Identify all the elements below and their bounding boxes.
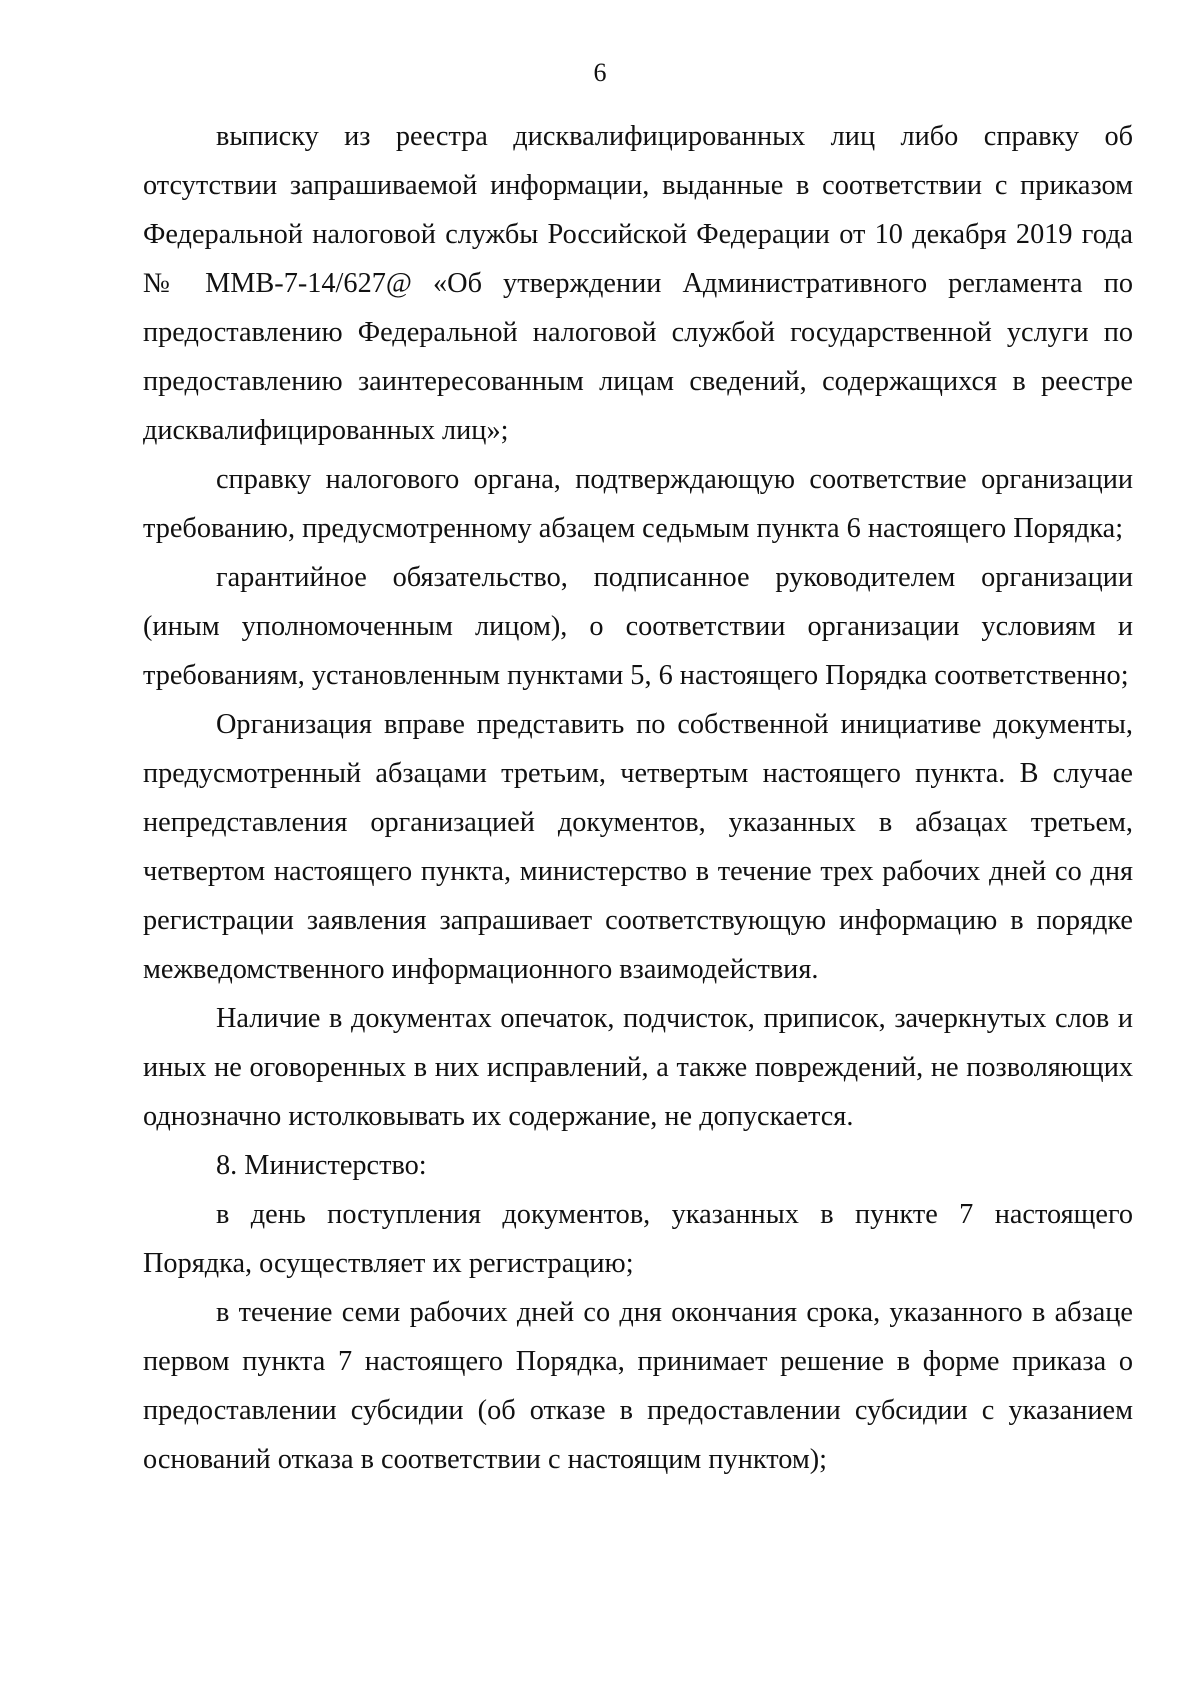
paragraph-guarantee-obligation: гарантийное обязательство, подписанное руководителем организации (иным уполномоченным лицом), о соответствии организации условиям и требованиям, установленным пунктами 5, 6 настоящего Порядка соответственно; xyxy=(143,562,1133,691)
paragraph-item-8-heading: 8. Министерство: xyxy=(216,1150,427,1181)
paragraph-registration-day: в день поступления документов, указанных в пункте 7 настоящего Порядка, осуществляет их регистрацию; xyxy=(143,1199,1133,1279)
paragraph-disqualified-registry-extract: выписку из реестра дисквалифицированных лиц либо справку об отсутствии запрашиваемой информации, выданные в соответствии с приказом Федеральной налоговой службы Российской Федерации от 10 декабря 2019 года № ММВ-7-14/627@ «Об утверждении Административного регламента по предоставлению Федеральной налоговой службой государственной услуги по предоставлению заинтересованным лицам сведений, содержащихся в реестре дисквалифицированных лиц»; xyxy=(143,121,1133,446)
paragraph-decision-seven-days: в течение семи рабочих дней со дня окончания срока, указанного в абзаце первом пункта 7 настоящего Порядка, принимает решение в форме приказа о предоставлении субсидии (об отказе в предоставлении субсидии с указанием оснований отказа в соответствии с настоящим пунктом); xyxy=(143,1297,1133,1475)
page-number: 6 xyxy=(593,58,607,87)
paragraph-own-initiative-documents: Организация вправе представить по собственной инициативе документы, предусмотренный абзацами третьим, четвертым настоящего пункта. В случае непредставления организацией документов, указанных в абзацах третьем, четвертом настоящего пункта, министерство в течение трех рабочих дней со дня регистрации заявления запрашивает соответствующую информацию в порядке межведомственного информационного взаимодействия. xyxy=(143,709,1133,985)
paragraph-document-defects: Наличие в документах опечаток, подчисток, приписок, зачеркнутых слов и иных не оговоренных в них исправлений, а также повреждений, не позволяющих однозначно истолковывать их содержание, не допускается. xyxy=(143,1003,1133,1132)
paragraph-tax-authority-certificate: справку налогового органа, подтверждающую соответствие организации требованию, предусмотренному абзацем седьмым пункта 6 настоящего Порядка; xyxy=(143,464,1133,544)
document-body xyxy=(143,112,1133,1484)
